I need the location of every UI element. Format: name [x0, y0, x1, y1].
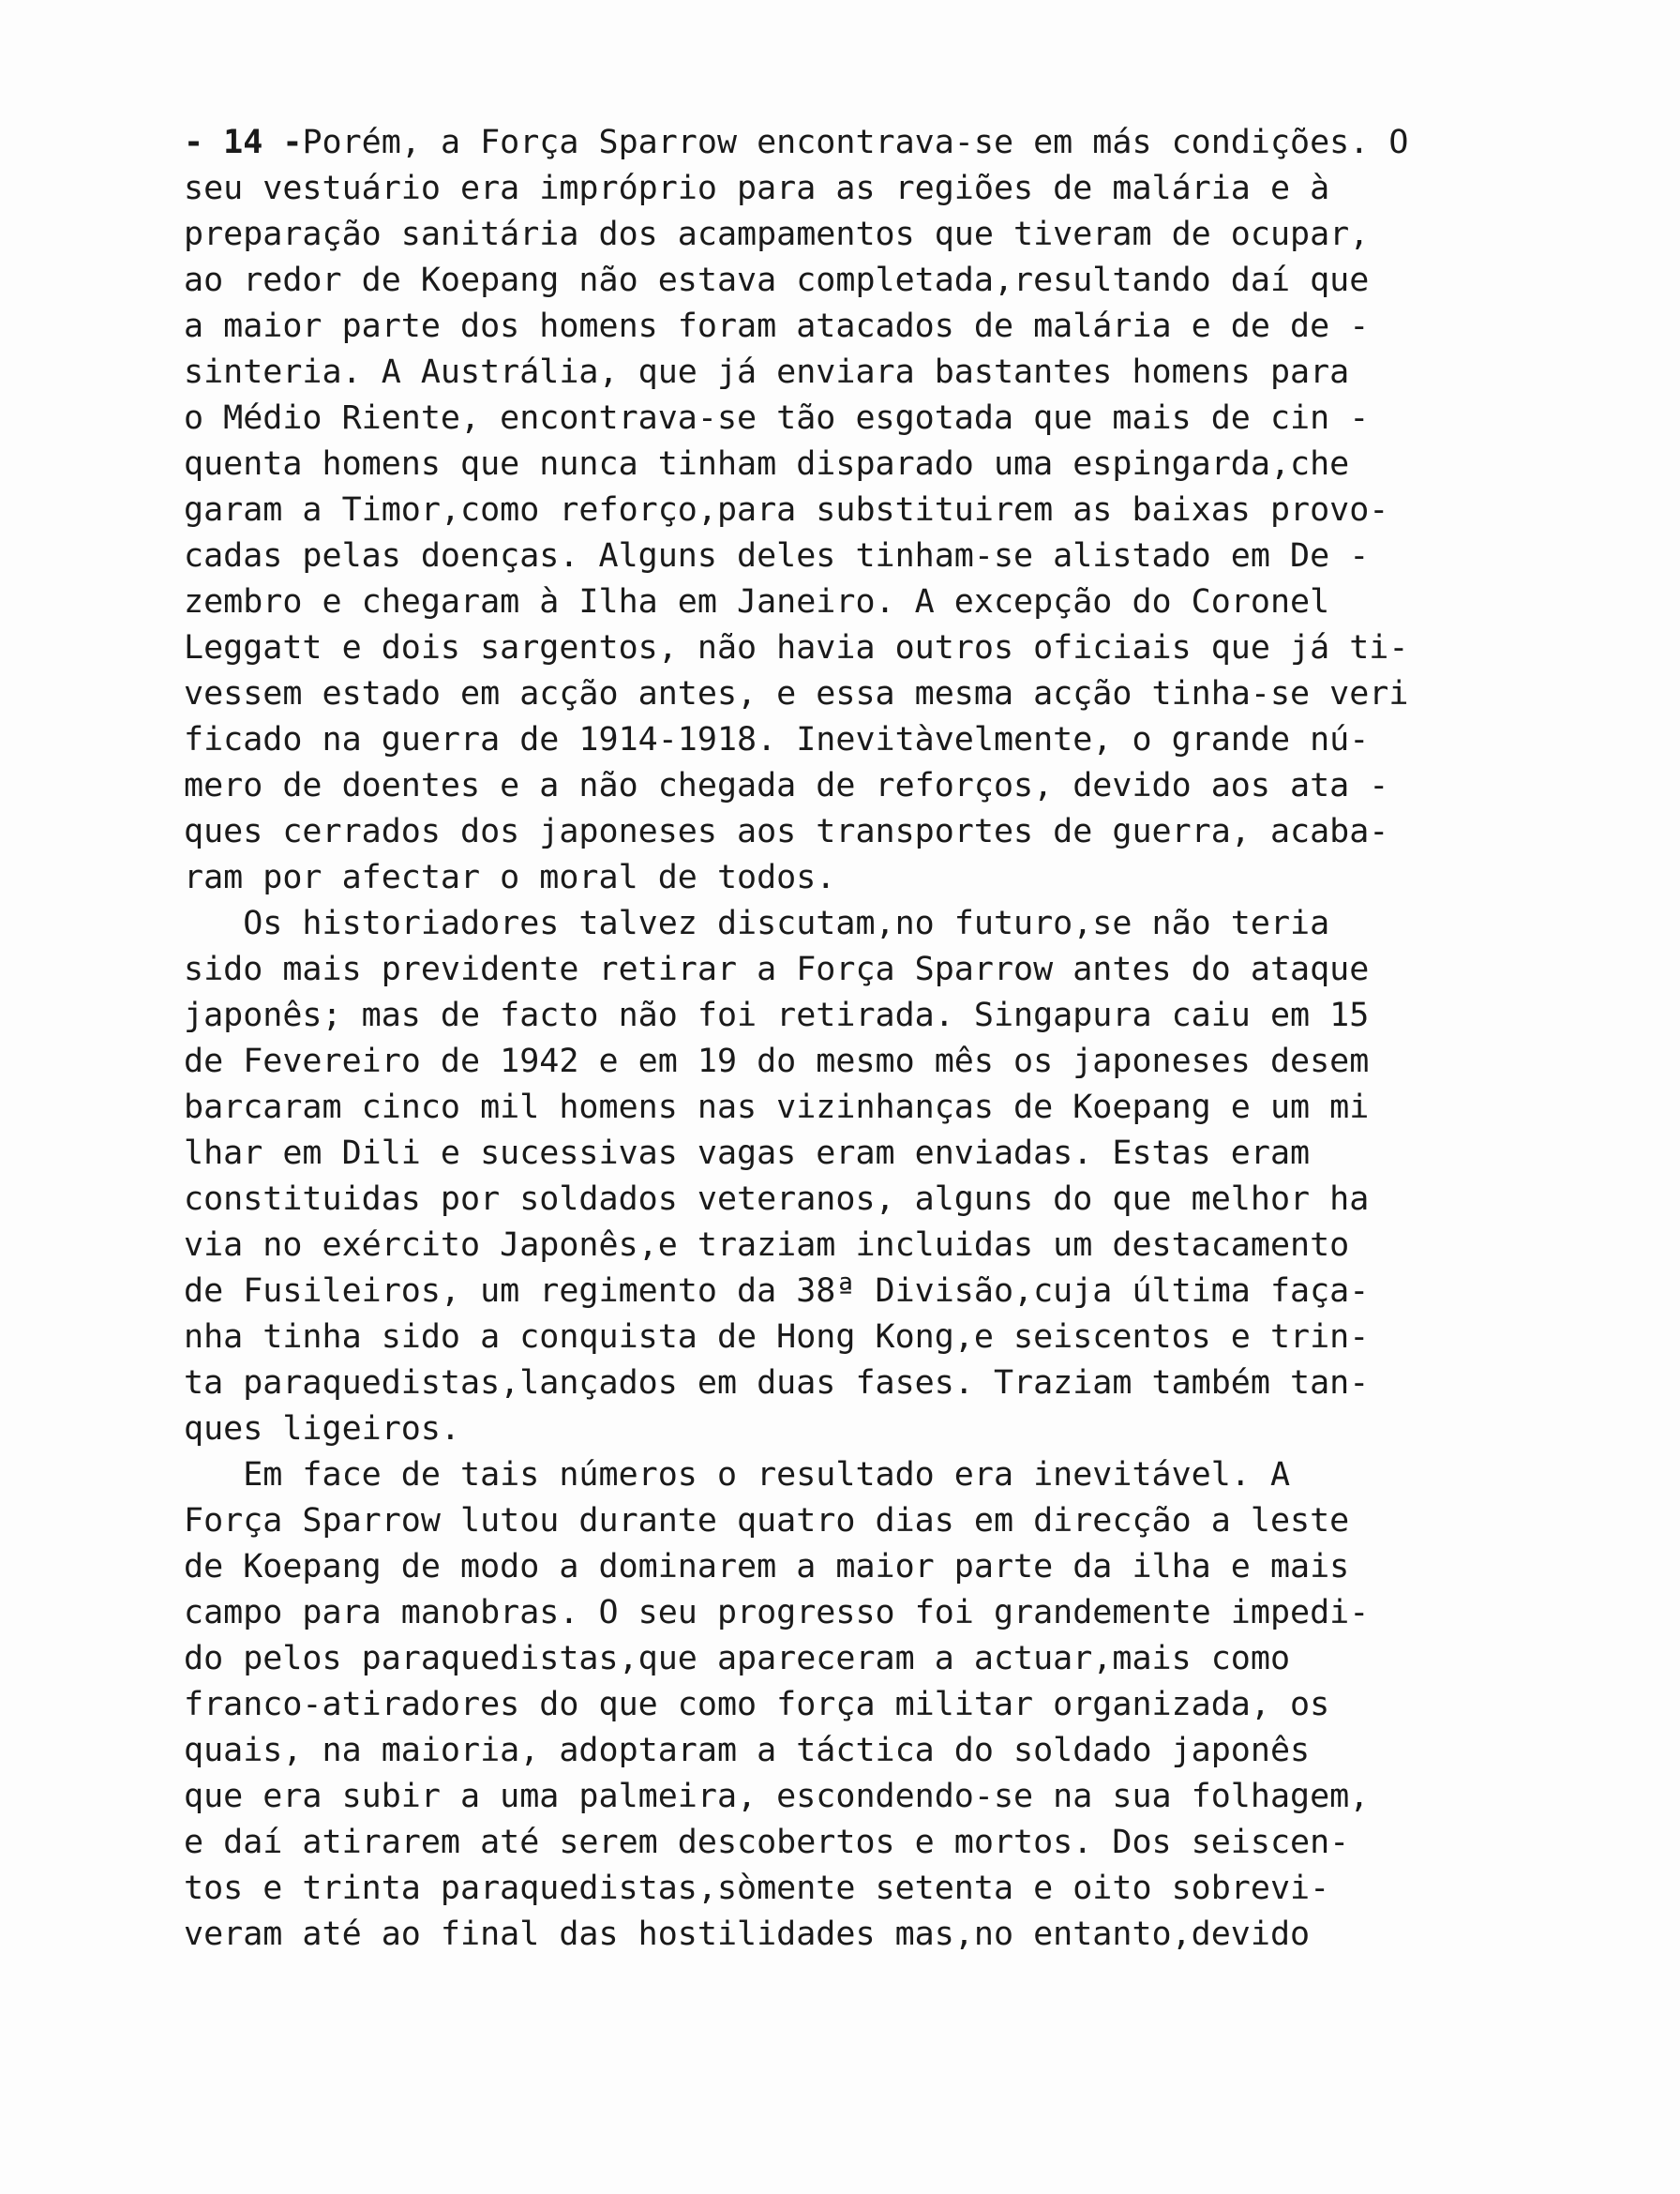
text-line: Força Sparrow lutou durante quatro dias em direcção a leste [184, 1502, 1350, 1540]
text-line: ficado na guerra de 1914-1918. Inevitàvelmente, o grande nú- [184, 721, 1370, 759]
text-line: barcaram cinco mil homens nas vizinhanças de Koepang e um mi [184, 1089, 1370, 1126]
text-line: de Fevereiro de 1942 e em 19 do mesmo mês os japoneses desem [184, 1043, 1370, 1080]
text-line: ques cerrados dos japoneses aos transportes de guerra, acaba- [184, 813, 1389, 850]
text-line: de Koepang de modo a dominarem a maior parte da ilha e mais [184, 1548, 1350, 1585]
text-line: ram por afectar o moral de todos. [184, 859, 836, 896]
text-line: o Médio Riente, encontrava-se tão esgotada que mais de cin - [184, 399, 1370, 437]
text-line: veram até ao final das hostilidades mas,no entanto,devido [184, 1916, 1311, 1953]
text-line [184, 120, 1609, 166]
text-line: garam a Timor,como reforço,para substituirem as baixas provo- [184, 491, 1389, 529]
text-line: sido mais previdente retirar a Força Sparrow antes do ataque [184, 951, 1370, 988]
text-line: de Fusileiros, um regimento da 38ª Divisão,cuja última faça- [184, 1272, 1370, 1310]
text-line: a maior parte dos homens foram atacados de malária e de de - [184, 308, 1370, 345]
text-line: mero de doentes e a não chegada de reforços, devido aos ata - [184, 767, 1389, 804]
text-line: preparação sanitária dos acampamentos que tiveram de ocupar, [184, 216, 1370, 253]
text-line: tos e trinta paraquedistas,sòmente setenta e oito sobrevi- [184, 1870, 1330, 1907]
text-line: nha tinha sido a conquista de Hong Kong,e seiscentos e trin- [184, 1318, 1370, 1356]
text-line: japonês; mas de facto não foi retirada. Singapura caiu em 15 [184, 997, 1370, 1034]
text-line: do pelos paraquedistas,que apareceram a actuar,mais como [184, 1640, 1291, 1677]
text-line: campo para manobras. O seu progresso foi grandemente impedi- [184, 1594, 1370, 1631]
typescript-body [184, 120, 1609, 1958]
text-line: e daí atirarem até serem descobertos e mortos. Dos seiscen- [184, 1824, 1350, 1861]
text-line: franco-atiradores do que como força militar organizada, os [184, 1686, 1330, 1723]
page-number: - 14 - [184, 124, 303, 161]
text-line-content: Porém, a Força Sparrow encontrava-se em más condições. O [302, 124, 1409, 161]
text-line: zembro e chegaram à Ilha em Janeiro. A excepção do Coronel [184, 583, 1330, 621]
text-line: seu vestuário era impróprio para as regiões de malária e à [184, 170, 1330, 207]
text-line: lhar em Dili e sucessivas vagas eram enviadas. Estas eram [184, 1135, 1311, 1172]
text-line: cadas pelas doenças. Alguns deles tinham-se alistado em De - [184, 537, 1370, 575]
text-line: vessem estado em acção antes, e essa mesma acção tinha-se veri [184, 675, 1409, 713]
text-line: constituidas por soldados veteranos, alguns do que melhor ha [184, 1180, 1370, 1218]
text-line: sinteria. A Austrália, que já enviara bastantes homens para [184, 353, 1350, 391]
text-line: que era subir a uma palmeira, escondendo-se na sua folhagem, [184, 1778, 1370, 1815]
text-line: ta paraquedistas,lançados em duas fases. Traziam também tan- [184, 1364, 1370, 1402]
text-line: quenta homens que nunca tinham disparado uma espingarda,che [184, 445, 1350, 483]
text-line: Leggatt e dois sargentos, não havia outros oficiais que já ti- [184, 629, 1409, 667]
text-line: ao redor de Koepang não estava completada,resultando daí que [184, 262, 1370, 299]
text-line: via no exército Japonês,e traziam incluidas um destacamento [184, 1226, 1350, 1264]
text-line: Os historiadores talvez discutam,no futuro,se não teria [184, 905, 1330, 942]
text-line: ques ligeiros. [184, 1410, 461, 1448]
text-line: Em face de tais números o resultado era inevitável. A [184, 1456, 1291, 1494]
text-line: quais, na maioria, adoptaram a táctica do soldado japonês [184, 1732, 1311, 1769]
